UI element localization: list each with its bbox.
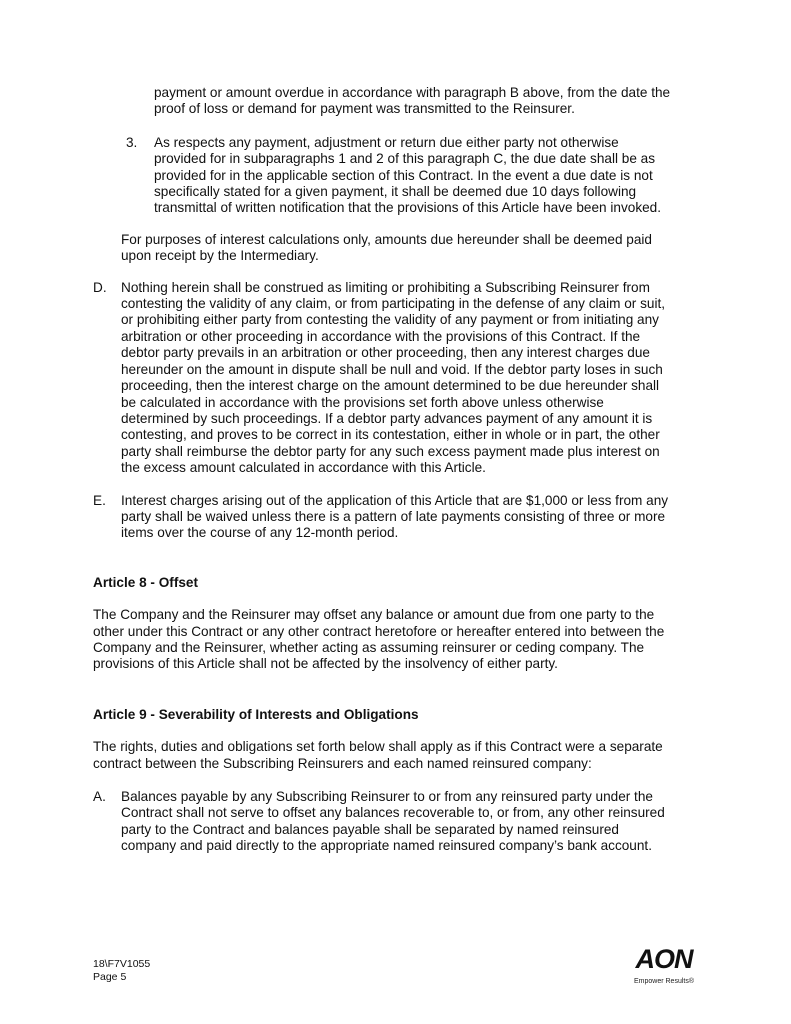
- text-line: party to the Contract and balances payable shall be separated by named reinsured: [121, 821, 619, 837]
- paragraph-c-continuation: [154, 85, 703, 118]
- article-9-intro: [93, 739, 703, 772]
- text-line: arbitration or other proceeding in accordance with the provisions of this Contract. If the: [121, 328, 641, 344]
- paragraph-e: [93, 492, 703, 542]
- text-line: provided for in subparagraphs 1 and 2 of this paragraph C, the due date shall be as: [154, 151, 656, 167]
- text-line: proof of loss or demand for payment was transmitted to the Reinsurer.: [154, 101, 575, 117]
- text-line: items over the course of any 12-month period.: [121, 525, 399, 541]
- text-line: the excess amount calculated in accordance with this Article.: [121, 460, 486, 476]
- text-line: Nothing herein shall be construed as limiting or prohibiting a Subscribing Reinsurer from: [121, 279, 650, 295]
- logo-wordmark: AON: [635, 944, 693, 974]
- text-line: provided for in the applicable section of this Contract. In the event a due date is not: [154, 167, 653, 183]
- text-line: contesting the validity of any claim, or from participating in the defense of any claim or suit,: [121, 296, 666, 312]
- text-line: other under this Contract or any other contract heretofore or hereafter entered into between the: [93, 623, 665, 639]
- page-footer: [93, 958, 150, 983]
- text-line: The Company and the Reinsurer may offset any balance or amount due from one party to the: [93, 607, 655, 623]
- interest-purposes-paragraph: [121, 232, 703, 265]
- article-8-heading: Article 8 - Offset: [93, 574, 198, 590]
- item-letter: E.: [93, 492, 106, 508]
- text-line: Company and the Reinsurer, whether acting as assuming reinsurer or ceding company. The: [93, 639, 645, 655]
- subparagraph-3: [126, 134, 703, 217]
- text-line: The rights, duties and obligations set forth below shall apply as if this Contract were a separate: [93, 739, 663, 755]
- article-8-paragraph: [93, 607, 703, 673]
- text-line: proceeding, then the interest charge on the amount determined to be due hereunder shall: [121, 378, 660, 394]
- text-line: Balances payable by any Subscribing Reinsurer to or from any reinsured party under the: [121, 789, 653, 804]
- logo-tagline: Empower Results®: [633, 978, 694, 985]
- text-line: be calculated in accordance with the provisions set forth above unless otherwise: [121, 394, 604, 410]
- item-letter: D.: [93, 279, 107, 295]
- text-line: debtor party prevails in an arbitration or other proceeding, then any interest charges due: [121, 345, 650, 361]
- paragraph-d: [93, 279, 703, 477]
- text-line: or prohibiting either party from contesting the validity of any payment or from initiating any: [121, 312, 659, 328]
- text-line: party shall be waived unless there is a pattern of late payments consisting of three or more: [121, 508, 666, 524]
- text-line: hereunder on the amount in dispute shall be null and void. If the debtor party loses in such: [121, 361, 663, 377]
- text-line: specifically stated for a given payment, it shall be deemed due 10 days following: [154, 184, 637, 200]
- text-line: Contract shall not serve to offset any balances recoverable to, or from, any other reinsured: [121, 805, 665, 821]
- text-line: Interest charges arising out of the application of this Article that are $1,000 or less from any: [121, 492, 669, 508]
- text-line: provisions of this Article shall not be affected by the insolvency of either party.: [93, 656, 558, 672]
- aon-logo: [628, 944, 700, 990]
- text-line: payment or amount overdue in accordance with paragraph B above, from the date the: [154, 85, 671, 100]
- text-line: party shall reimburse the debtor party for any such excess payment made plus interest on: [121, 443, 660, 459]
- text-line: company and paid directly to the appropriate named reinsured company’s bank account.: [121, 838, 652, 854]
- text-line: transmittal of written notification that the provisions of this Article have been invoked.: [154, 200, 662, 216]
- text-line: For purposes of interest calculations only, amounts due hereunder shall be deemed paid: [121, 231, 652, 247]
- text-line: contesting, and proves to be correct in its contestation, either in whole or in part, the other: [121, 427, 660, 443]
- article-9-heading: Article 9 - Severability of Interests and Obligations: [93, 706, 419, 722]
- document-code: 18\F7V1055: [93, 958, 151, 970]
- text-line: As respects any payment, adjustment or return due either party not otherwise: [154, 134, 619, 150]
- article-9-paragraph-a: [93, 789, 703, 855]
- item-letter: A.: [93, 789, 106, 804]
- text-line: upon receipt by the Intermediary.: [121, 248, 319, 264]
- text-line: determined by such proceedings. If a debtor party advances payment of any amount it is: [121, 410, 653, 426]
- document-body: [93, 85, 703, 855]
- item-number: 3.: [126, 134, 138, 150]
- page-number: Page 5: [93, 970, 127, 983]
- text-line: contract between the Subscribing Reinsurers and each named reinsured company:: [93, 755, 592, 771]
